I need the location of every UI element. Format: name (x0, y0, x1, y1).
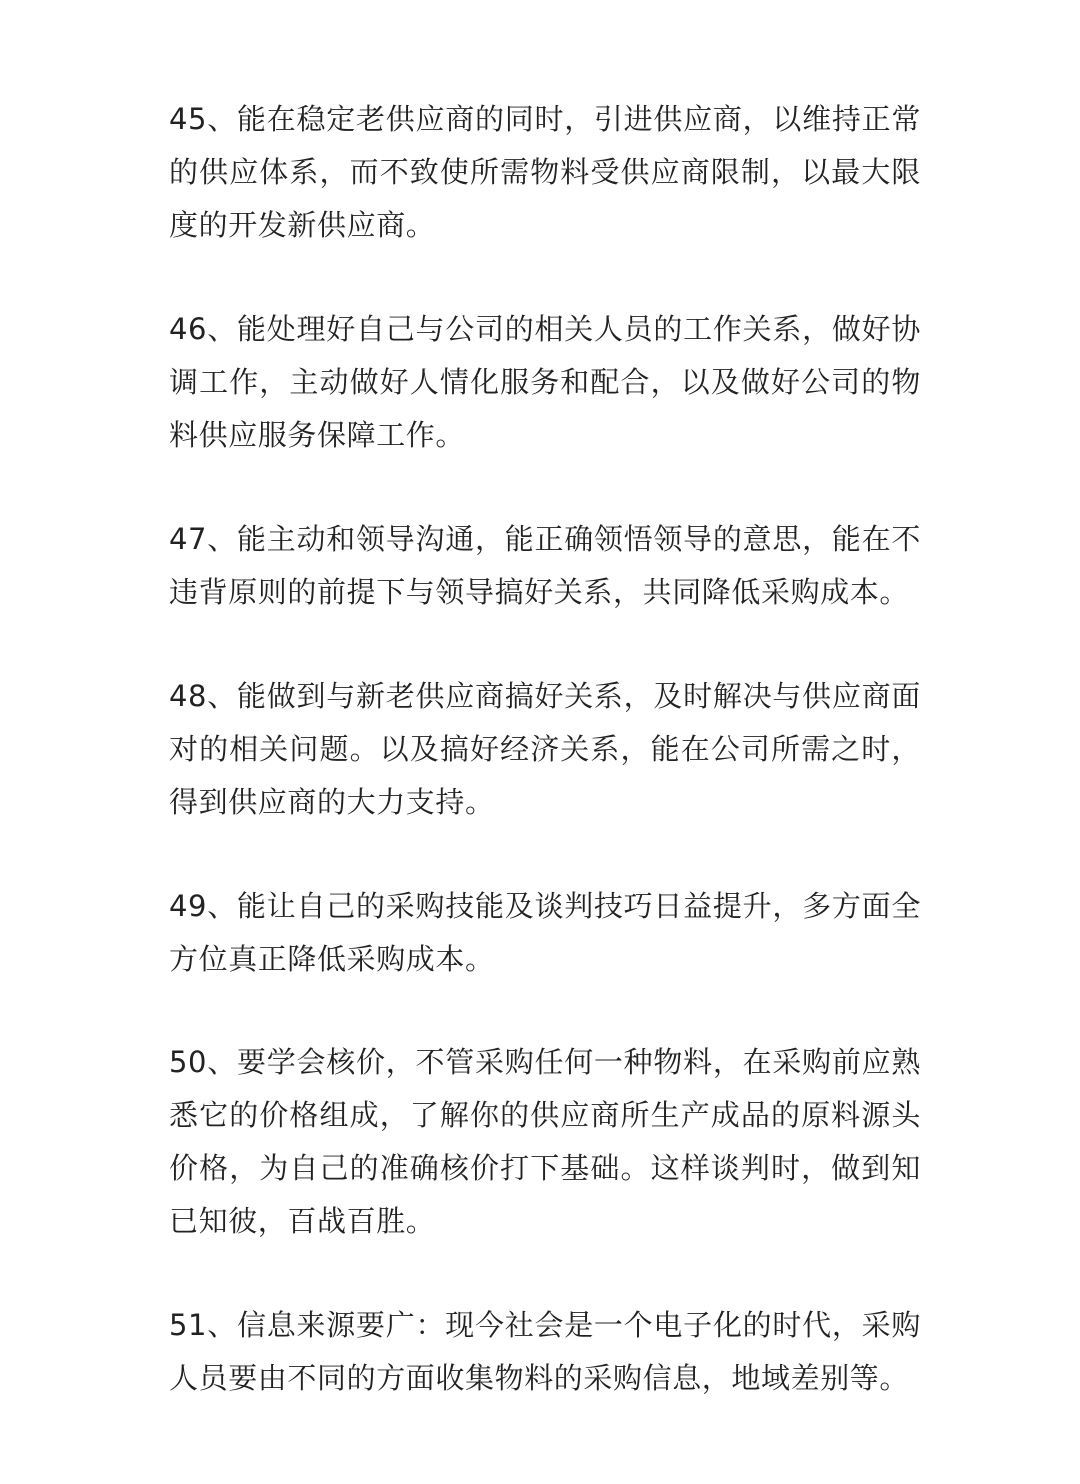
paragraph-item-49: 49、能让自己的采购技能及谈判技巧日益提升，多方面全方位真正降低采购成本。 (169, 889, 921, 976)
paragraph-item-51: 51、信息来源要广：现今社会是一个电子化的时代，采购人员要由不同的方面收集物料的采购信息，地域差别等。 (169, 1308, 921, 1395)
paragraph-item-48: 48、能做到与新老供应商搞好关系，及时解决与供应商面对的相关问题。以及搞好经济关系，能在公司所需之时，得到供应商的大力支持。 (169, 679, 921, 819)
paragraph-item-47: 47、能主动和领导沟通，能正确领悟领导的意思，能在不违背原则的前提下与领导搞好关系，共同降低采购成本。 (169, 522, 921, 609)
paragraph-item-50: 50、要学会核价，不管采购任何一种物料，在采购前应熟悉它的价格组成，了解你的供应商所生产成品的原料源头价格，为自己的准确核价打下基础。这样谈判时，做到知已知彼，百战百胜。 (169, 1045, 921, 1238)
paragraph-item-46: 46、能处理好自己与公司的相关人员的工作关系，做好协调工作，主动做好人情化服务和配合，以及做好公司的物料供应服务保障工作。 (169, 312, 921, 452)
paragraph-item-45: 45、能在稳定老供应商的同时，引进供应商，以维持正常的供应体系，而不致使所需物料受供应商限制，以最大限度的开发新供应商。 (169, 102, 921, 242)
